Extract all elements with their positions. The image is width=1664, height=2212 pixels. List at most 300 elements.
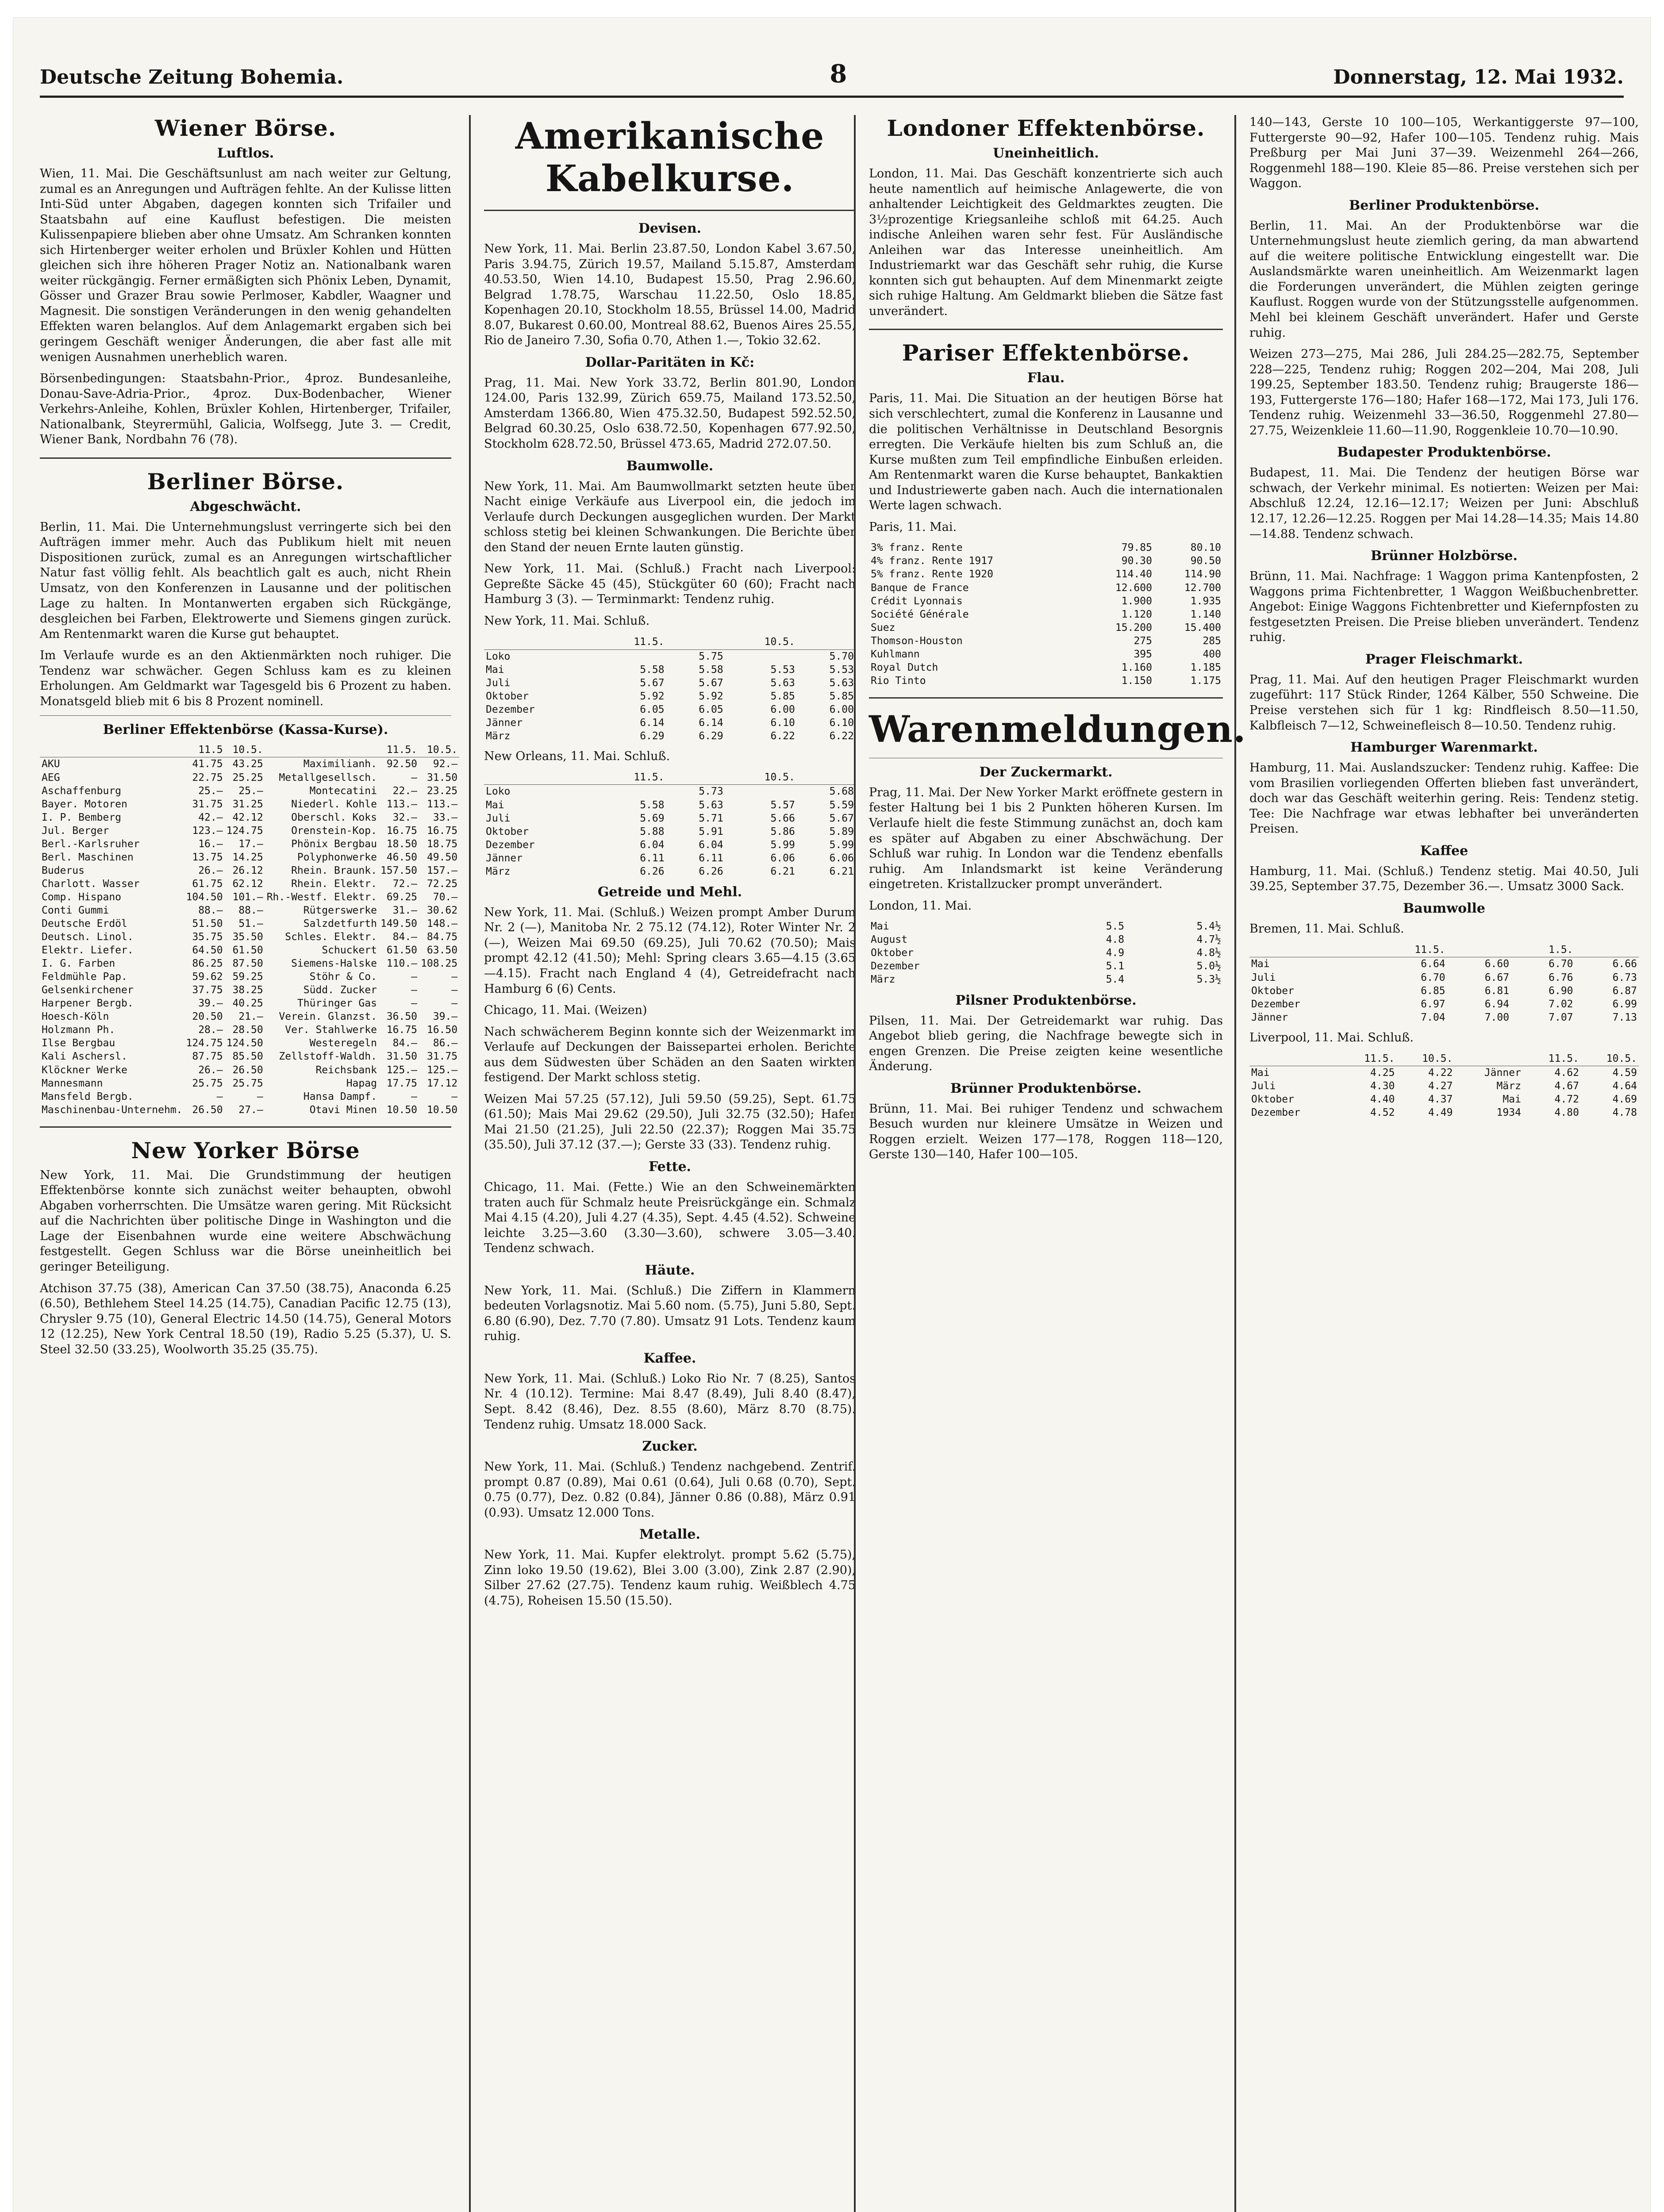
no-cotton-table	[484, 770, 856, 878]
effekten-table-body	[40, 757, 459, 1117]
table-row	[40, 1090, 459, 1103]
table-cell: 1.120	[1121, 608, 1152, 620]
table-cell: 6.87	[1612, 985, 1637, 997]
table-row	[869, 946, 1223, 960]
table-cell: 80.10	[1190, 542, 1221, 554]
table-cell: 5.68	[829, 786, 854, 798]
table-cell: 114.90	[1184, 568, 1221, 580]
table-row	[40, 837, 459, 851]
table-cell: 38.25	[232, 984, 263, 996]
table-row	[1249, 1066, 1639, 1080]
table-cell: Conti Gummi	[42, 904, 109, 916]
table-cell: Otavi Minen	[309, 1104, 377, 1116]
table-cell	[594, 785, 666, 799]
table-cell: I. P. Bemberg	[42, 811, 122, 823]
table-cell: 1.175	[1190, 675, 1221, 687]
table-cell: 25.—	[198, 785, 223, 797]
table-cell: 5.63	[699, 799, 723, 811]
table-row	[484, 865, 856, 878]
berliner-prod-title: Berliner Produktenbörse.	[1349, 197, 1540, 213]
londoner-subtitle: Uneinheitlich.	[993, 146, 1099, 161]
holz-title: Brünner Holzbörse.	[1371, 548, 1518, 564]
table-cell: 4.64	[1612, 1080, 1637, 1092]
table-cell: 31.25	[232, 798, 263, 810]
table-cell: 39.—	[433, 1011, 458, 1023]
liverpool-table-body	[1249, 1066, 1639, 1120]
table-cell: Bayer. Motoren	[42, 798, 127, 810]
kaffee-title: Kaffee.	[643, 1350, 696, 1366]
table-header-cell: 11.5.	[1369, 943, 1447, 957]
table-cell: 92.—	[433, 758, 458, 770]
table-cell: 1.185	[1190, 661, 1221, 673]
table-cell: 5.58	[640, 799, 665, 811]
table-row	[40, 824, 459, 837]
table-cell: 7.13	[1612, 1011, 1637, 1023]
table-cell: 26.12	[232, 864, 263, 876]
bremen-table	[1249, 943, 1639, 1024]
table-cell: 4.40	[1370, 1094, 1395, 1106]
table-row	[869, 581, 1223, 595]
table-row	[40, 997, 459, 1010]
table-cell: 113.—	[386, 798, 418, 810]
paritaeten-title: Dollar-Paritäten in Kč:	[585, 354, 755, 370]
table-cell: 15.200	[1115, 622, 1152, 634]
table-row	[484, 730, 856, 743]
table-row	[40, 877, 459, 891]
fleisch-text: Prag, 11. Mai. Auf den heutigen Prager Fleischmarkt wurden zugeführt: 117 Stück Rinder, 1264 Kälber, 550 Schweine. Die Preise verstehen sich für 1 kg: Rindfleisch 8.50—11.50, Kalbfleisch 7—12, Schweinefleisch 8—10.50. Tendenz ruhig.	[1249, 672, 1639, 733]
table-cell: 6.81	[1484, 985, 1510, 997]
table-row	[1249, 1011, 1639, 1024]
table-cell: 148.—	[427, 918, 458, 930]
table-header-cell	[666, 770, 725, 785]
table-header-cell: 11.5.	[1523, 1052, 1581, 1066]
table-cell: —	[411, 971, 418, 983]
zucker-text: New York, 11. Mai. (Schluß.) Tendenz nachgebend. Zentrif. prompt 0.87 (0.89), Mai 0.61 (0.64), Juli 0.68 (0.70), Sept. 0.75 (0.77), Dez. 0.82 (0.84), Jänner 0.86 (0.88), März 0.91 (0.93). Umsatz 12.000 Tons.	[484, 1460, 856, 1520]
table-cell: 16.75	[427, 825, 458, 837]
divider	[40, 457, 451, 459]
table-cell: Holzmann Ph.	[42, 1024, 115, 1036]
table-header-cell: 11.5.	[1338, 1052, 1396, 1066]
new-yorker-boerse-text-2: Atchison 37.75 (38), American Can 37.50 (38.75), Anaconda 6.25 (6.50), Bethlehem Steel 14.25 (14.75), Canadian Pacific 12.75 (13), Chrysler 9.75 (10), General Electric 14.50 (14.75), General Motors 12 (12.25), New York Central 18.50 (19), Radio 5.25 (5.37), U. S. Steel 32.50 (33.25), Woolworth 35.25 (35.75).	[40, 1281, 451, 1356]
table-row	[40, 771, 459, 784]
table-cell: Siemens-Halske	[291, 958, 377, 970]
table-cell: 5.73	[699, 786, 723, 798]
table-cell: I. G. Farben	[42, 958, 115, 970]
table-cell: 5.86	[770, 826, 795, 837]
effekten-title: Berliner Effektenbörse (Kassa-Kurse).	[103, 722, 388, 738]
zucker-title: Zucker.	[642, 1439, 698, 1455]
table-cell: 6.67	[1484, 972, 1510, 983]
table-row	[40, 811, 459, 824]
bremen-table-body	[1249, 957, 1639, 1024]
table-header-cell: 11.5.	[594, 770, 666, 785]
pariser-table-body	[869, 541, 1223, 687]
table-header-cell: 11.5.	[379, 743, 419, 757]
table-cell: Mai	[871, 921, 889, 933]
table-cell: 17.75	[386, 1077, 418, 1089]
table-row	[1249, 971, 1639, 984]
table-cell: 5.99	[829, 839, 854, 851]
london-sugar-table	[869, 920, 1223, 986]
table-cell: 51.—	[238, 918, 263, 930]
londoner-text: London, 11. Mai. Das Geschäft konzentrierte sich auch heute namentlich auf heimische Anlagewerte, die von anhaltender Leichtigkeit des Geldmarktes zeugten. Die 3½prozentige Kriegsanleihe schloß mit 64.25. Auch indische Anleihen waren sehr fest. Für Ausländische Anleihen war das Interesse uneinheitlich. Am Industriemarkt war das Geschäft sehr ruhig, die Kurse konnten sich gut behaupten. Auf dem Minenmarkt zeigte sich ruhige Haltung. Am Geldmarkt blieben die Sätze fast unverändert.	[869, 167, 1223, 318]
table-row	[869, 595, 1223, 608]
table-cell: 21.—	[238, 1011, 263, 1023]
table-cell: 27.—	[238, 1104, 263, 1116]
table-cell: 84.—	[392, 1037, 418, 1049]
table-cell: Deutsch. Linol.	[42, 931, 134, 943]
table-cell: 285	[1203, 635, 1221, 647]
table-cell: März	[1496, 1080, 1521, 1092]
table-cell: 31.50	[427, 772, 458, 783]
table-cell	[594, 649, 666, 663]
table-cell: 49.50	[427, 851, 458, 863]
table-cell: 5.69	[640, 812, 665, 824]
table-cell: Hapag	[346, 1077, 377, 1089]
table-cell: 6.04	[640, 839, 665, 851]
table-cell: Jänner	[486, 717, 523, 729]
table-cell: 63.50	[427, 945, 458, 956]
table-cell: 4.62	[1554, 1067, 1579, 1079]
table-row	[484, 663, 856, 676]
table-row	[484, 649, 856, 663]
table-cell: Zellstoff-Waldh.	[279, 1051, 377, 1063]
table-row	[869, 634, 1223, 648]
table-row	[1249, 957, 1639, 971]
column-2	[469, 115, 856, 2212]
fette-title: Fette.	[649, 1159, 691, 1175]
table-cell: —	[451, 1091, 458, 1102]
table-header-cell: 11.5.	[594, 635, 666, 649]
table-cell: Rhein. Braunk.	[291, 864, 377, 876]
table-cell: Aschaffenburg	[42, 785, 122, 797]
liverpool-header-row	[1249, 1052, 1639, 1066]
table-cell: 104.50	[186, 891, 223, 903]
table-row	[40, 864, 459, 877]
table-cell: Montecatini	[309, 785, 377, 797]
table-cell: 64.50	[192, 945, 223, 956]
table-cell: 4.78	[1612, 1107, 1637, 1119]
table-cell: 6.29	[640, 730, 665, 742]
table-cell: 4% franz. Rente 1917	[871, 555, 993, 567]
table-header-cell: 10.5.	[225, 743, 265, 757]
table-cell: Thüringer Gas	[297, 998, 377, 1010]
table-cell: 25.75	[192, 1077, 223, 1089]
table-row	[40, 1103, 459, 1117]
table-cell: 6.99	[1612, 998, 1637, 1010]
table-header-cell	[484, 635, 594, 649]
table-cell: 5.67	[829, 812, 854, 824]
table-cell: 35.75	[192, 931, 223, 943]
table-cell: 7.04	[1421, 1011, 1445, 1023]
table-cell: Ilse Bergbau	[42, 1037, 115, 1049]
table-row	[484, 703, 856, 716]
table-row	[40, 1050, 459, 1063]
divider	[484, 210, 856, 211]
table-cell: Royal Dutch	[871, 661, 938, 673]
table-row	[40, 1023, 459, 1037]
table-cell: Deutsche Erdöl	[42, 918, 127, 930]
table-cell: 4.37	[1428, 1094, 1453, 1106]
table-cell: 4.8½	[1196, 947, 1221, 959]
table-cell: 61.50	[232, 945, 263, 956]
table-cell: 6.29	[699, 730, 723, 742]
table-cell	[725, 785, 797, 799]
table-cell: 4.30	[1370, 1080, 1395, 1092]
table-cell: Oktober	[1251, 985, 1294, 997]
table-cell: Reichsbank	[315, 1064, 377, 1076]
table-row	[869, 608, 1223, 621]
table-cell: Polyphonwerke	[297, 851, 377, 863]
table-cell: 5.66	[770, 812, 795, 824]
table-cell: Hoesch-Köln	[42, 1011, 109, 1023]
table-cell: —	[257, 1091, 263, 1102]
column-3	[854, 115, 1246, 2212]
table-cell: 1.160	[1121, 661, 1152, 673]
table-cell: 69.25	[386, 891, 418, 903]
table-header-cell	[666, 635, 725, 649]
table-cell: 6.06	[770, 852, 795, 864]
table-cell: 4.59	[1612, 1067, 1637, 1079]
table-cell: 6.70	[1421, 972, 1445, 983]
table-cell: Berl. Maschinen	[42, 851, 134, 863]
table-cell: 1.900	[1121, 595, 1152, 607]
table-cell: 5.3½	[1196, 974, 1221, 986]
table-cell: 92.50	[386, 758, 418, 770]
table-cell: 41.75	[192, 758, 223, 770]
baumwolle-text: New York, 11. Mai. Am Baumwollmarkt setzten heute über Nacht einige Verkäufe aus Liverpool ein, die jedoch im Verlaufe durch Deckungen ausgeglichen wurden. Der Markt schloss stetig bei kleinen Schwankungen. Die Berichte über den Stand der neuen Ernte lauten günstig.	[484, 479, 856, 554]
table-cell: Oberschl. Koks	[291, 811, 377, 823]
table-row	[869, 541, 1223, 554]
table-cell: Jänner	[1251, 1011, 1288, 1023]
table-cell: 86.—	[433, 1037, 458, 1049]
table-cell: 39.—	[198, 998, 223, 1010]
table-row	[869, 568, 1223, 581]
table-cell: 23.25	[427, 785, 458, 797]
table-cell: 4.25	[1370, 1067, 1395, 1079]
table-cell: —	[411, 984, 418, 996]
table-header-cell: 10.5.	[1581, 1052, 1639, 1066]
table-cell: 6.22	[770, 730, 795, 742]
table-cell: Juli	[486, 812, 511, 824]
column-4	[1234, 115, 1639, 2212]
table-cell: Société Générale	[871, 608, 969, 620]
table-cell: Oktober	[486, 690, 529, 702]
table-cell: 6.26	[699, 865, 723, 877]
table-cell: Crédit Lyonnais	[871, 595, 963, 607]
table-cell: Ver. Stahlwerke	[285, 1024, 377, 1036]
table-cell: 72.25	[427, 878, 458, 890]
table-cell: Juli	[486, 677, 511, 689]
table-cell: 6.73	[1612, 972, 1637, 983]
table-cell: 13.75	[192, 851, 223, 863]
table-cell: 6.05	[699, 703, 723, 715]
table-row	[40, 944, 459, 957]
berliner-boerse-text: Berlin, 11. Mai. Die Unternehmungslust verringerte sich bei den Aufträgen immer mehr. Auch das Publikum hielt mit neuen Dispositionen zurück, zumal es an Anregungen wirtschaftlicher Natur fast völlig fehlt. Als beachtlich galt es auch, nicht Rhein Umsatz, von den Konferenzen in Lausanne und der politischen Lage zu halten. In Montanwerten ergaben sich Rückgänge, desgleichen bei Farben, Elektrowerte und Siemens gingen zurück. Am Rentenmarkt waren die Kurse gut behauptet.	[40, 520, 451, 641]
table-cell: Schuckert	[322, 945, 377, 956]
zuckermarkt-title: Der Zuckermarkt.	[979, 764, 1113, 780]
table-cell: 4.7½	[1196, 934, 1221, 946]
table-cell: 51.50	[192, 918, 223, 930]
pariser-subtitle: Flau.	[1027, 370, 1065, 386]
table-cell	[725, 649, 797, 663]
table-row	[40, 784, 459, 798]
table-cell: 88.—	[198, 904, 223, 916]
table-row	[1249, 1106, 1639, 1119]
table-cell: 6.10	[770, 717, 795, 729]
new-yorker-boerse-title: New Yorker Börse	[131, 1137, 360, 1164]
table-cell: 125.—	[386, 1064, 418, 1076]
bremen-header-row	[1249, 943, 1639, 957]
table-cell: 5.99	[770, 839, 795, 851]
berliner-prod-text: Berlin, 11. Mai. An der Produktenbörse war die Unternehmungslust heute ziemlich gering, da man abwartend auf die weitere politische Entwicklung eingestellt war. Die Auslandsmärkte waren uneinheitlich. Am Weizenmarkt lagen die Forderungen unverändert, die Mühlen zeigten geringe Kauflust. Roggen wurde von der Stützungsstelle aufgenommen. Mehl bei kleinem Geschäft unverändert. Hafer und Gerste ruhig.	[1249, 219, 1639, 340]
table-cell: 5.85	[770, 690, 795, 702]
table-row	[869, 621, 1223, 634]
table-cell: 4.80	[1554, 1107, 1579, 1119]
table-cell: 14.25	[232, 851, 263, 863]
table-cell: 90.30	[1121, 555, 1152, 567]
effekten-header-row	[40, 743, 459, 757]
table-cell: 25.75	[232, 1077, 263, 1089]
berliner-boerse-text-2: Im Verlaufe wurde es an den Aktienmärkten noch ruhiger. Die Tendenz war schwächer. Gegen Schluss kam es zu kleinen Erholungen. Am Geldmarkt war Tagesgeld bis 6 Prozent zu haben. Monatsgeld blieb mit 6 bis 8 Prozent nominell.	[40, 649, 451, 708]
chicago-title: Chicago, 11. Mai. (Weizen)	[484, 1003, 647, 1018]
table-cell: 5.91	[699, 826, 723, 837]
table-cell: 16.75	[386, 1024, 418, 1036]
table-row	[1249, 1093, 1639, 1106]
budapester-title: Budapester Produktenbörse.	[1337, 445, 1551, 461]
table-row	[484, 799, 856, 812]
holz-text: Brünn, 11. Mai. Nachfrage: 1 Waggon prima Kantenpfosten, 2 Waggons prima Fichtenbretter, 1 Waggon Weißbuchenbretter. Angebot: Einige Waggons Fichtenbretter und Kiefernpfosten zu festgesetzten Preisen. Die Preise blieben unverändert. Tendenz ruhig.	[1249, 569, 1639, 645]
table-cell: 5.85	[829, 690, 854, 702]
table-cell: 79.85	[1121, 542, 1152, 554]
table-cell: 4.67	[1554, 1080, 1579, 1092]
effekten-table	[40, 743, 459, 1116]
table-cell: Buderus	[42, 864, 85, 876]
table-cell: 101.—	[232, 891, 263, 903]
metalle-text: New York, 11. Mai. Kupfer elektrolyt. prompt 5.62 (5.75), Zinn loko 19.50 (19.62), Blei 3.00 (3.00), Zink 2.87 (2.90), Silber 27.62 (27.75). Tendenz kaum ruhig. Weißblech 4.75 (4.75), Roheisen 15.50 (15.50).	[484, 1548, 856, 1608]
zuckermarkt-text: Prag, 11. Mai. Der New Yorker Markt eröffnete gestern in fester Haltung bei 1 bis 2 Punkten höheren Kursen. Im Verlaufe hielt die feste Stimmung zunächst an, doch kam es später auf Abgaben zu einer Abschwächung. Der Schluß war ruhig. In London war die Tendenz ebenfalls ruhig. Am Inlandsmarkt ist keine Veränderung eingetreten. Kristallzucker prompt unverändert.	[869, 785, 1223, 891]
table-row	[40, 930, 459, 944]
table-cell: Phönix Bergbau	[291, 838, 377, 850]
table-cell: Juli	[1251, 1080, 1276, 1092]
table-cell: 157.—	[427, 864, 458, 876]
table-cell: 61.50	[386, 945, 418, 956]
no-cotton-header-row	[484, 770, 856, 785]
divider	[40, 1126, 451, 1128]
newspaper-page	[13, 18, 1650, 2212]
table-header-cell	[1454, 1052, 1522, 1066]
table-header-cell: 1.5.	[1511, 943, 1575, 957]
table-header-cell: 10.5.	[725, 635, 797, 649]
table-cell: Maschinenbau-Unternehm.	[42, 1104, 183, 1116]
table-cell: 33.—	[433, 811, 458, 823]
table-header-cell	[1575, 943, 1639, 957]
table-cell: 72.—	[392, 878, 418, 890]
table-cell: 59.25	[232, 971, 263, 983]
table-cell: 42.12	[232, 811, 263, 823]
getreide-text: New York, 11. Mai. (Schluß.) Weizen prompt Amber Durum Nr. 2 (—), Manitoba Nr. 2 75.12 (74.12), Roter Winter Nr. 2 (—), Weizen Mai 69.50 (69.25), Juli 70.62 (70.50); Mais prompt 42.12 (41.50); Mehl: Spring clears 3.65—4.15 (3.65—4.15). Fracht nach England 4 (4), Getreidefracht nach Hamburg 6 (6) Cents.	[484, 905, 856, 996]
table-cell: 28.—	[198, 1024, 223, 1036]
table-cell: 84.—	[392, 931, 418, 943]
liverpool-table	[1249, 1052, 1639, 1119]
table-row	[869, 661, 1223, 674]
haeute-text: New York, 11. Mai. (Schluß.) Die Ziffern in Klammern bedeuten Vorlagsnotiz. Mai 5.60 nom. (5.75), Juni 5.80, Sept. 6.80 (6.90), Dez. 7.70 (7.80). Umsatz 91 Lots. Tendenz kaum ruhig.	[484, 1283, 856, 1344]
table-row	[40, 1037, 459, 1050]
table-cell: 6.14	[699, 717, 723, 729]
table-cell: 5.4	[1106, 974, 1125, 986]
table-cell: Dezember	[486, 703, 535, 715]
table-cell: 59.62	[192, 971, 223, 983]
table-row	[40, 798, 459, 811]
table-cell: 35.50	[232, 931, 263, 943]
table-cell: Niederl. Kohle	[291, 798, 377, 810]
table-cell: Feldmühle Pap.	[42, 971, 127, 983]
table-cell: 6.97	[1421, 998, 1445, 1010]
devisen-text: New York, 11. Mai. Berlin 23.87.50, London Kabel 3.67.50, Paris 3.94.75, Zürich 19.57, Mailand 5.15.87, Amsterdam 40.53.50, Wien 14.10, Budapest 15.50, Prag 2.96.60, Belgrad 1.78.75, Warschau 11.22.50, Oslo 18.85, Kopenhagen 20.10, Stockholm 18.55, Brüssel 14.00, Madrid 8.07, Bukarest 0.60.00, Montreal 88.62, Buenos Aires 25.55, Rio de Janeiro 7.30, Sofia 0.70, Athen 1.—, Tokio 32.62.	[484, 242, 856, 348]
table-row	[1249, 1079, 1639, 1093]
table-cell: 5.89	[829, 826, 854, 837]
bruenner-title: Brünner Produktenbörse.	[950, 1080, 1141, 1096]
table-cell: 125.—	[427, 1064, 458, 1076]
table-cell: Mai	[486, 664, 504, 676]
page-header	[40, 35, 1624, 98]
london-sugar-table-body	[869, 920, 1223, 986]
table-cell: Verein. Glanzst.	[279, 1011, 377, 1023]
hamburger-title: Hamburger Warenmarkt.	[1350, 740, 1538, 756]
table-cell: 10.50	[386, 1104, 418, 1116]
table-cell: 10.50	[427, 1104, 458, 1116]
londoner-title: Londoner Effektenbörse.	[887, 115, 1205, 141]
table-cell: 17.12	[427, 1077, 458, 1089]
table-cell: 5.71	[699, 812, 723, 824]
table-row	[1249, 984, 1639, 998]
table-cell: Mannesmann	[42, 1077, 103, 1089]
fleisch-title: Prager Fleischmarkt.	[1365, 651, 1523, 667]
table-cell: 15.400	[1184, 622, 1221, 634]
newspaper-title: Deutsche Zeitung Bohemia.	[40, 66, 344, 88]
table-cell: 1.150	[1121, 675, 1152, 687]
table-cell: 124.50	[226, 1037, 263, 1049]
table-cell: Westeregeln	[309, 1037, 377, 1049]
table-cell: Schles. Elektr.	[285, 931, 377, 943]
table-cell: 6.64	[1421, 958, 1445, 970]
table-cell: 26.—	[198, 1064, 223, 1076]
table-cell: Gelsenkirchener	[42, 984, 134, 996]
table-cell: Comp. Hispano	[42, 891, 122, 903]
table-cell: Rhein. Elektr.	[291, 878, 377, 890]
table-cell: 17.—	[238, 838, 263, 850]
table-cell: 5.57	[770, 799, 795, 811]
table-cell: AKU	[42, 758, 60, 770]
bruenner-text: Brünn, 11. Mai. Bei ruhiger Tendenz und schwachem Besuch wurden nur kleinere Umsätze in Weizen und Roggen erzielt. Weizen 177—178, Roggen 118—120, Gerste 130—140, Hafer 100—105.	[869, 1102, 1223, 1162]
table-cell: Jul. Berger	[42, 825, 109, 837]
table-cell: 275	[1134, 635, 1152, 647]
table-cell: Metallgesellsch.	[279, 772, 377, 783]
table-row	[869, 648, 1223, 661]
table-header-cell: 11.5	[184, 743, 225, 757]
table-row	[40, 1077, 459, 1090]
table-cell: —	[451, 984, 458, 996]
table-cell: 4.22	[1428, 1067, 1453, 1079]
table-cell: Rio Tinto	[871, 675, 926, 687]
warenmeldungen-title: Warenmeldungen.	[869, 708, 1246, 751]
wiener-boerse-subtitle: Luftlos.	[217, 146, 274, 161]
table-cell: —	[216, 1091, 223, 1102]
table-cell: 6.04	[699, 839, 723, 851]
table-cell: 1.140	[1190, 608, 1221, 620]
table-cell: 87.75	[192, 1051, 223, 1063]
table-cell: Loko	[486, 650, 511, 662]
